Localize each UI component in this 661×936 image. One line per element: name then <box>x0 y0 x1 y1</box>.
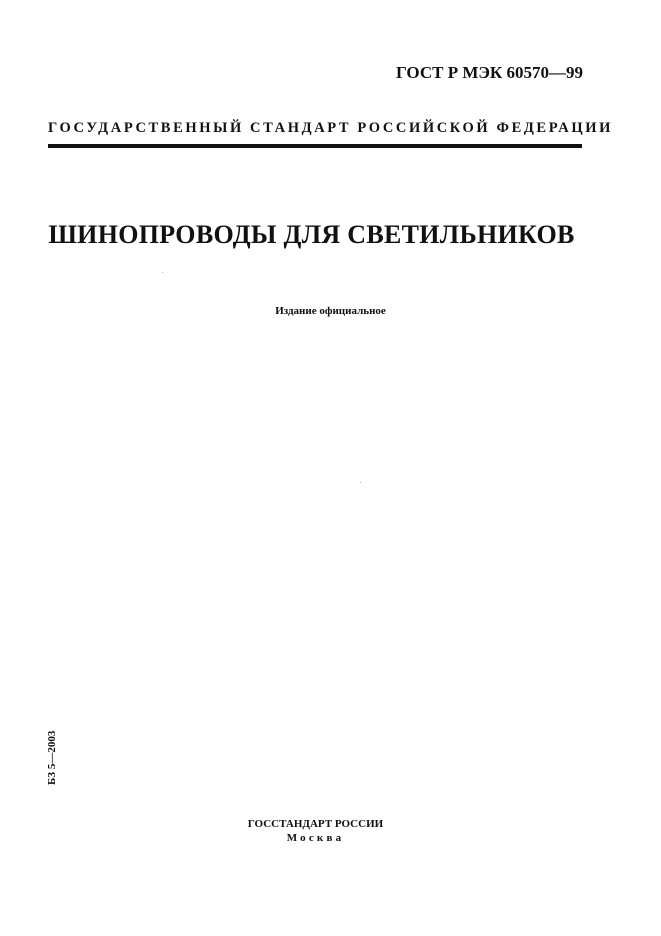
standard-code: ГОСТ Р МЭК 60570—99 <box>396 63 583 82</box>
scan-speck <box>162 272 163 273</box>
scan-speck <box>360 482 361 483</box>
publisher-city: Москва <box>286 832 345 844</box>
document-title: ШИНОПРОВОДЫ ДЛЯ СВЕТИЛЬНИКОВ <box>48 220 575 249</box>
state-standard-heading: ГОСУДАРСТВЕННЫЙ СТАНДАРТ РОССИЙСКОЙ ФЕДЕРАЦИИ <box>48 120 614 136</box>
publisher-name: ГОССТАНДАРТ РОССИИ <box>247 818 384 830</box>
header-rule <box>48 144 582 148</box>
edition-note: Издание официальное <box>275 305 386 317</box>
side-margin-code: БЗ 5—2003 <box>46 730 58 785</box>
